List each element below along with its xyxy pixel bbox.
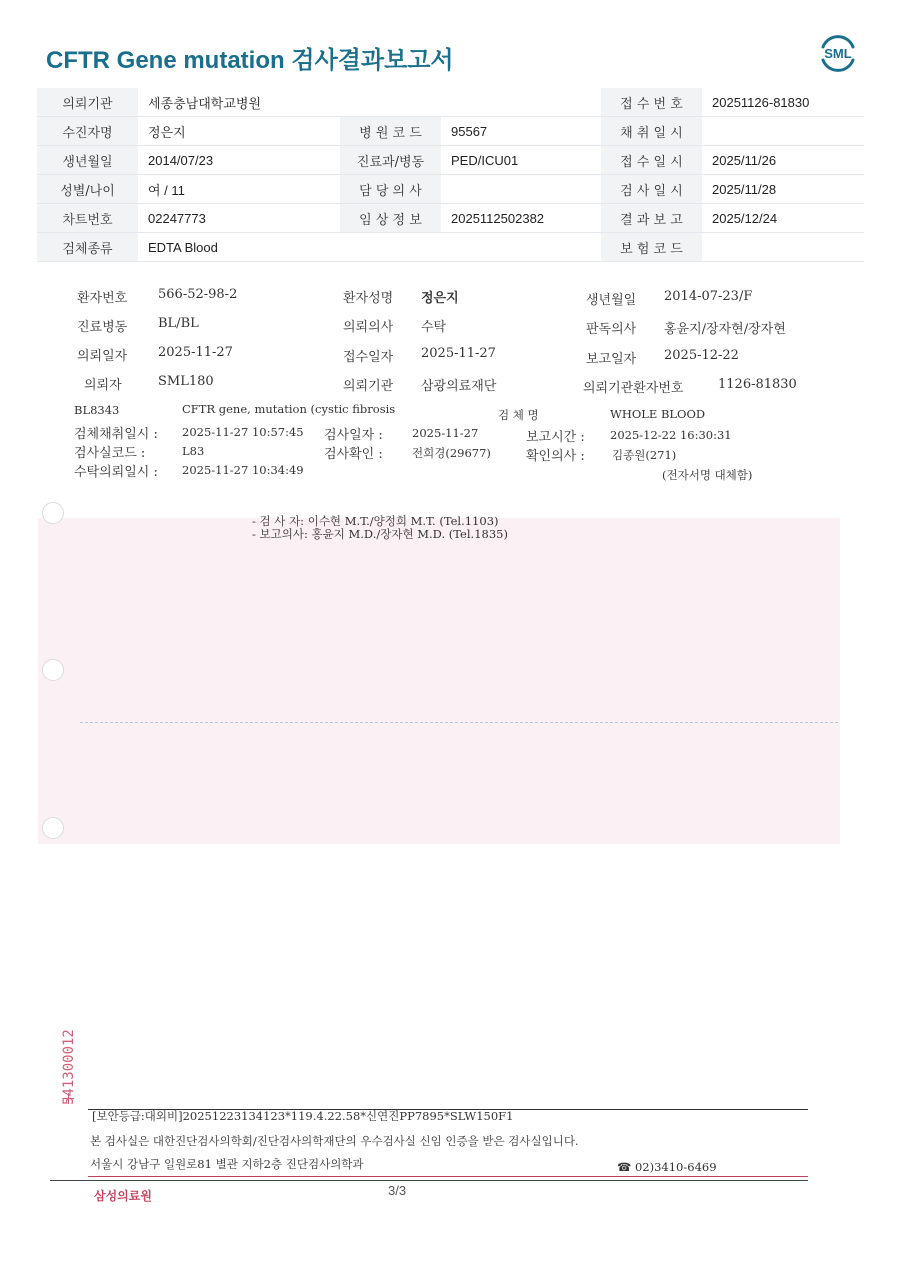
value-cell	[702, 117, 864, 146]
ref-inst-patient: 1126-81830	[718, 377, 797, 392]
ref-inst-patient-label: 의뢰기관환자번호	[583, 381, 684, 396]
label-cell: 담 당 의 사	[340, 175, 441, 204]
birth: 2014-07-23/F	[664, 289, 753, 304]
label-cell: 접 수 번 호	[601, 88, 702, 117]
label-cell: 결 과 보 고	[601, 204, 702, 233]
side-mark	[68, 1093, 69, 1104]
label-cell: 검 사 일 시	[601, 175, 702, 204]
label-cell: 검체종류	[37, 233, 138, 262]
lab-code: L83	[182, 444, 205, 458]
test-date: 2025-11-27	[412, 426, 479, 440]
test-code: BL8343	[74, 403, 120, 417]
tester-line: - 검 사 자: 이수현 M.T./양정희 M.T. (Tel.1103)	[252, 514, 499, 528]
table-row	[37, 204, 864, 233]
report-time-label: 보고시간 :	[526, 430, 585, 445]
label-cell: 차트번호	[37, 204, 138, 233]
ref-date: 2025-11-27	[158, 345, 233, 360]
label-cell: 진료과/병동	[340, 146, 441, 175]
value-cell: 2025/11/26	[702, 146, 864, 175]
table-row	[37, 117, 864, 146]
order-label: 수탁의뢰일시 :	[74, 465, 158, 480]
table-row	[37, 233, 864, 262]
patient-no-label: 환자번호	[77, 291, 128, 306]
reading-doctor: 홍윤지/장자현/장자현	[664, 322, 786, 337]
ref-doctor-label: 의뢰의사	[343, 320, 394, 335]
value-cell: 2025112502382	[441, 204, 601, 233]
ward: BL/BL	[158, 316, 199, 331]
test-date-label: 검사일자 :	[324, 428, 383, 443]
requester-label: 의뢰자	[84, 378, 122, 393]
certification-line: 본 검사실은 대한진단검사의학회/진단검사의학재단의 우수검사실 신임 인증을 받은 검사실입니다.	[90, 1134, 579, 1148]
birth-label: 생년월일	[586, 293, 637, 308]
value-cell: 2025/11/28	[702, 175, 864, 204]
table-row	[37, 175, 864, 204]
collect: 2025-11-27 10:57:45	[182, 425, 304, 439]
label-cell: 보 험 코 드	[601, 233, 702, 262]
patient-name-label: 환자성명	[343, 291, 394, 306]
value-cell: 95567	[441, 117, 601, 146]
ref-inst: 삼광의료재단	[421, 379, 497, 394]
result-area	[38, 518, 840, 844]
logo-text: SML	[824, 46, 852, 61]
value-cell	[702, 233, 864, 262]
side-code-text: 541300012	[61, 1029, 77, 1105]
label-cell: 의뢰기관	[37, 88, 138, 117]
confirm-doctor: 김종원(271)	[612, 448, 677, 462]
address-line: 서울시 강남구 일원로81 별관 지하2층 진단검사의학과	[90, 1157, 364, 1171]
lab-code-label: 검사실코드 :	[74, 446, 146, 461]
ref-doctor: 수탁	[421, 320, 447, 335]
reporter-line: - 보고의사: 홍윤지 M.D./장자현 M.D. (Tel.1835)	[252, 527, 508, 541]
value-cell: 정은지	[138, 117, 340, 146]
confirm-label: 검사확인 :	[324, 447, 383, 462]
value-cell: 02247773	[138, 204, 340, 233]
reading-doctor-label: 판독의사	[586, 322, 637, 337]
page-number: 3/3	[388, 1183, 407, 1198]
footer-rule	[50, 1180, 808, 1181]
esign-note: (전자서명 대체함)	[662, 468, 753, 482]
value-cell: EDTA Blood	[138, 233, 340, 262]
footer-rule	[88, 1109, 808, 1110]
ref-inst-label: 의뢰기관	[343, 379, 394, 394]
value-cell: 20251126-81830	[702, 88, 864, 117]
result-divider	[80, 722, 838, 723]
label-cell: 병 원 코 드	[340, 117, 441, 146]
hospital-name: 삼성의료원	[94, 1189, 152, 1203]
collect-label: 검체채취일시 :	[74, 427, 158, 442]
recv-date: 2025-11-27	[421, 346, 496, 361]
side-code	[50, 985, 90, 1105]
table-row	[37, 88, 864, 117]
security-line: [보안등급:대외비]20251223134123*119.4.22.58*신연진PP7895*SLW150F1	[92, 1109, 514, 1123]
sml-logo-icon	[815, 30, 861, 76]
order: 2025-11-27 10:34:49	[182, 463, 304, 477]
punch-hole	[42, 817, 64, 839]
value-cell: 세종충남대학교병원	[138, 88, 340, 117]
label-cell: 생년월일	[37, 146, 138, 175]
value-cell: PED/ICU01	[441, 146, 601, 175]
recv-date-label: 접수일자	[343, 350, 394, 365]
label-cell: 접 수 일 시	[601, 146, 702, 175]
report-date: 2025-12-22	[664, 348, 739, 363]
report-date-label: 보고일자	[586, 352, 637, 367]
punch-hole	[42, 502, 64, 524]
requester: SML180	[158, 374, 214, 389]
value-cell	[441, 175, 601, 204]
value-cell: 여 / 11	[138, 175, 340, 204]
label-cell: 채 취 일 시	[601, 117, 702, 146]
label-cell: 수진자명	[37, 117, 138, 146]
patient-no: 566-52-98-2	[158, 287, 238, 302]
punch-hole	[42, 659, 64, 681]
label-cell: 임 상 정 보	[340, 204, 441, 233]
label-cell: 성별/나이	[37, 175, 138, 204]
confirm: 전희경(29677)	[412, 446, 491, 460]
footer-rule-red	[88, 1176, 808, 1177]
phone-line: ☎ 02)3410-6469	[617, 1160, 717, 1174]
report-title: CFTR Gene mutation 검사결과보고서	[46, 47, 454, 74]
specimen: WHOLE BLOOD	[610, 407, 706, 421]
confirm-doctor-label: 확인의사 :	[526, 449, 585, 464]
patient-name: 정은지	[421, 291, 459, 306]
value-cell: 2025/12/24	[702, 204, 864, 233]
specimen-label: 검 체 명	[498, 408, 539, 422]
ward-label: 진료병동	[77, 320, 128, 335]
table-row	[37, 146, 864, 175]
test-name: CFTR gene, mutation (cystic fibrosis	[182, 402, 396, 416]
report-time: 2025-12-22 16:30:31	[610, 428, 732, 442]
header-table	[37, 88, 864, 262]
ref-date-label: 의뢰일자	[77, 349, 128, 364]
value-cell: 2014/07/23	[138, 146, 340, 175]
